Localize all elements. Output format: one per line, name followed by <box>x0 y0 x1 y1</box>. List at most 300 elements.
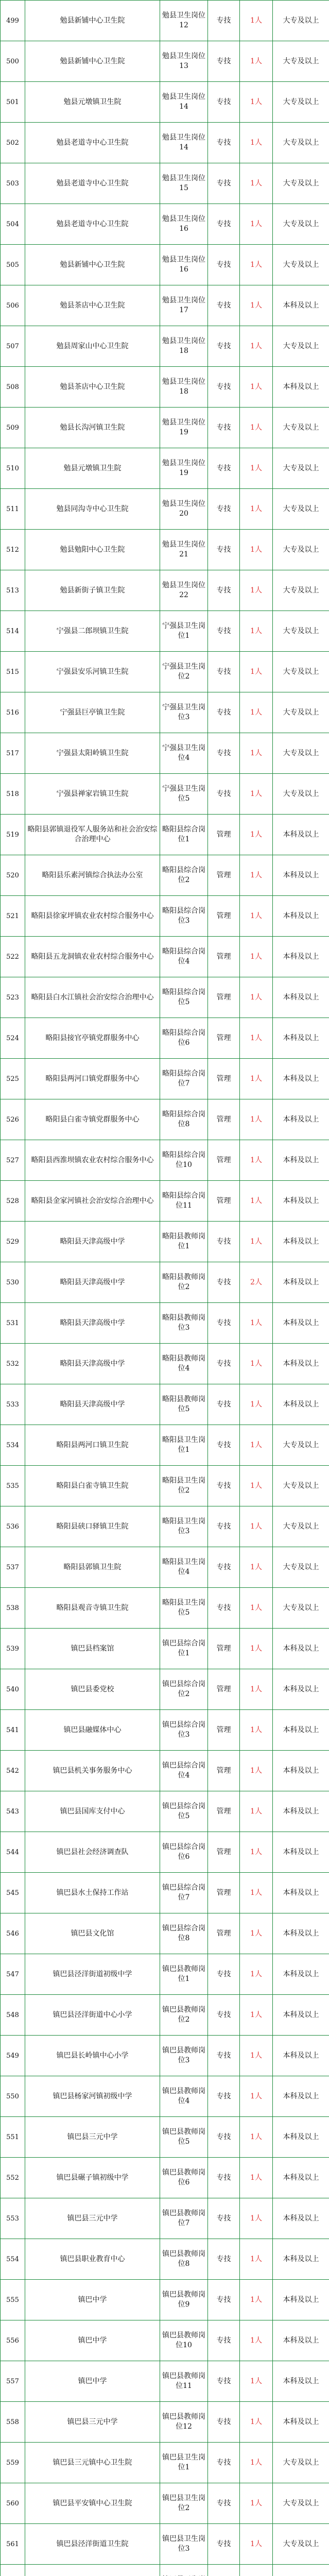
position-category: 专技 <box>208 2443 240 2483</box>
table-row <box>1 123 329 163</box>
hiring-count: 1人 <box>240 489 273 530</box>
hiring-count: 1人 <box>240 2361 273 2402</box>
position-code: 勉县卫生岗位22 <box>160 570 208 611</box>
position-category: 管理 <box>208 937 240 977</box>
position-category: 管理 <box>208 1018 240 1059</box>
position-code: 镇巴县教师岗位1 <box>160 1954 208 1995</box>
position-code: 镇巴县教师岗位10 <box>160 2320 208 2361</box>
hiring-count: 1人 <box>240 1791 273 1832</box>
education-requirement: 大专及以上 <box>273 733 329 774</box>
position-category: 管理 <box>208 1913 240 1954</box>
position-category: 专技 <box>208 326 240 367</box>
position-code: 镇巴县综合岗位7 <box>160 1873 208 1913</box>
row-number: 529 <box>1 1222 25 1262</box>
table-row <box>1 1181 329 1222</box>
position-code: 勉县卫生岗位18 <box>160 326 208 367</box>
position-code: 勉县卫生岗位18 <box>160 367 208 408</box>
row-number: 523 <box>1 977 25 1018</box>
table-row <box>1 1873 329 1913</box>
table-row <box>1 937 329 977</box>
row-number: 528 <box>1 1181 25 1222</box>
education-requirement: 大专及以上 <box>273 245 329 285</box>
table-row <box>1 977 329 1018</box>
hiring-count: 1人 <box>240 245 273 285</box>
table-row <box>1 2239 329 2280</box>
row-number: 533 <box>1 1384 25 1425</box>
row-number: 554 <box>1 2239 25 2280</box>
position-category: 专技 <box>208 408 240 448</box>
employer-name: 勉县新街子镇卫生院 <box>25 570 160 611</box>
row-number: 526 <box>1 1099 25 1140</box>
row-number: 543 <box>1 1791 25 1832</box>
education-requirement: 本科及以上 <box>273 937 329 977</box>
hiring-count: 1人 <box>240 1547 273 1588</box>
education-requirement: 大专及以上 <box>273 530 329 570</box>
hiring-count: 1人 <box>240 1913 273 1954</box>
employer-name: 略阳县乐素河镇综合执法办公室 <box>25 855 160 896</box>
position-category: 管理 <box>208 1099 240 1140</box>
table-row <box>1 2402 329 2443</box>
row-number: 537 <box>1 1547 25 1588</box>
position-category: 专技 <box>208 1262 240 1303</box>
row-number: 560 <box>1 2483 25 2524</box>
table-row <box>1 611 329 652</box>
position-category: 专技 <box>208 652 240 692</box>
education-requirement: 本科及以上 <box>273 1303 329 1344</box>
row-number: 500 <box>1 41 25 82</box>
table-row <box>1 1425 329 1466</box>
employer-name: 勉县长沟河镇卫生院 <box>25 408 160 448</box>
position-code: 勉县卫生岗位17 <box>160 285 208 326</box>
employer-name: 镇巴县三元中学 <box>25 2198 160 2239</box>
education-requirement: 大专及以上 <box>273 448 329 489</box>
position-category: 管理 <box>208 1059 240 1099</box>
row-number: 512 <box>1 530 25 570</box>
position-code: 略阳县教师岗位2 <box>160 1262 208 1303</box>
hiring-count: 1人 <box>240 1588 273 1629</box>
hiring-count: 1人 <box>240 2483 273 2524</box>
education-requirement: 本科及以上 <box>273 1791 329 1832</box>
hiring-count: 1人 <box>240 774 273 815</box>
row-number: 511 <box>1 489 25 530</box>
employer-name: 镇巴县平安镇中心卫生院 <box>25 2483 160 2524</box>
education-requirement: 大专及以上 <box>273 2483 329 2524</box>
employer-name: 略阳县郭镇卫生院 <box>25 1547 160 1588</box>
row-number: 514 <box>1 611 25 652</box>
position-code: 勉县卫生岗位13 <box>160 41 208 82</box>
table-row <box>1 367 329 408</box>
education-requirement: 大专及以上 <box>273 652 329 692</box>
table-row <box>1 1995 329 2036</box>
row-number: 555 <box>1 2280 25 2320</box>
employer-name: 略阳县两河口镇党群服务中心 <box>25 1059 160 1099</box>
table-row <box>1 1344 329 1384</box>
employer-name: 镇巴县国库支付中心 <box>25 1791 160 1832</box>
employer-name: 镇巴县三元中学 <box>25 2402 160 2443</box>
position-category: 专技 <box>208 285 240 326</box>
employer-name: 镇巴中学 <box>25 2361 160 2402</box>
employer-name: 勉县茶店中心卫生院 <box>25 285 160 326</box>
education-requirement: 本科及以上 <box>273 1669 329 1710</box>
education-requirement: 本科及以上 <box>273 2361 329 2402</box>
position-code: 略阳县卫生岗位4 <box>160 1547 208 1588</box>
education-requirement: 大专及以上 <box>273 611 329 652</box>
position-code: 镇巴县综合岗位5 <box>160 1791 208 1832</box>
hiring-count: 1人 <box>240 1099 273 1140</box>
row-number: 558 <box>1 2402 25 2443</box>
row-number: 522 <box>1 937 25 977</box>
position-code: 略阳县综合岗位6 <box>160 1018 208 1059</box>
employer-name: 宁强县安乐河镇卫生院 <box>25 652 160 692</box>
employer-name: 镇巴县碾子镇初级中学 <box>25 2158 160 2198</box>
hiring-count: 1人 <box>240 1059 273 1099</box>
education-requirement: 本科及以上 <box>273 1222 329 1262</box>
position-category: 专技 <box>208 1425 240 1466</box>
employer-name: 略阳县西淮坝镇农业农村综合服务中心 <box>25 1140 160 1181</box>
position-code: 镇巴县卫生岗位1 <box>160 2443 208 2483</box>
position-code: 略阳县卫生岗位2 <box>160 1466 208 1506</box>
hiring-count: 1人 <box>240 2443 273 2483</box>
hiring-count: 1人 <box>240 82 273 123</box>
table-row <box>1 1222 329 1262</box>
table-row <box>1 1791 329 1832</box>
employer-name: 镇巴县杨家河镇初级中学 <box>25 2076 160 2117</box>
education-requirement: 大专及以上 <box>273 1588 329 1629</box>
row-number: 508 <box>1 367 25 408</box>
table-row <box>1 1466 329 1506</box>
employer-name: 略阳县天津高级中学 <box>25 1344 160 1384</box>
position-category: 管理 <box>208 896 240 937</box>
position-code: 勉县卫生岗位14 <box>160 123 208 163</box>
hiring-count: 1人 <box>240 611 273 652</box>
row-number: 546 <box>1 1913 25 1954</box>
employer-name: 镇巴县融媒体中心 <box>25 1710 160 1751</box>
position-code: 勉县卫生岗位12 <box>160 1 208 41</box>
hiring-count: 1人 <box>240 937 273 977</box>
position-category: 专技 <box>208 692 240 733</box>
hiring-count: 1人 <box>240 367 273 408</box>
employer-name: 镇巴县水土保持工作站 <box>25 1873 160 1913</box>
table-row <box>1 2483 329 2524</box>
table-row <box>1 1384 329 1425</box>
education-requirement: 大专及以上 <box>273 41 329 82</box>
education-requirement: 本科及以上 <box>273 2198 329 2239</box>
education-requirement: 本科及以上 <box>273 2402 329 2443</box>
row-number: 556 <box>1 2320 25 2361</box>
employer-name: 略阳县两河口镇卫生院 <box>25 1425 160 1466</box>
hiring-count: 1人 <box>240 41 273 82</box>
employer-name: 略阳县白雀寺镇党群服务中心 <box>25 1099 160 1140</box>
position-category: 专技 <box>208 2198 240 2239</box>
table-row <box>1 1751 329 1791</box>
row-number: 503 <box>1 163 25 204</box>
position-code: 镇巴县教师岗位12 <box>160 2402 208 2443</box>
position-category: 管理 <box>208 1873 240 1913</box>
education-requirement: 本科及以上 <box>273 285 329 326</box>
table-row <box>1 530 329 570</box>
row-number: 559 <box>1 2443 25 2483</box>
row-number: 517 <box>1 733 25 774</box>
row-number: 534 <box>1 1425 25 1466</box>
row-number: 507 <box>1 326 25 367</box>
position-category: 专技 <box>208 2402 240 2443</box>
position-code: 勉县卫生岗位19 <box>160 448 208 489</box>
table-row <box>1 1710 329 1751</box>
table-row <box>1 2524 329 2565</box>
position-category: 专技 <box>208 2158 240 2198</box>
row-number: 535 <box>1 1466 25 1506</box>
table-row <box>1 1629 329 1669</box>
table-row <box>1 896 329 937</box>
position-code: 略阳县教师岗位4 <box>160 1344 208 1384</box>
position-category: 专技 <box>208 123 240 163</box>
position-category: 管理 <box>208 1751 240 1791</box>
table-row <box>1 652 329 692</box>
position-category: 专技 <box>208 204 240 245</box>
position-code: 镇巴县综合岗位1 <box>160 1629 208 1669</box>
employer-name: 勉县老道寺中心卫生院 <box>25 123 160 163</box>
row-number: 545 <box>1 1873 25 1913</box>
position-category: 专技 <box>208 1384 240 1425</box>
hiring-count: 1人 <box>240 1222 273 1262</box>
education-requirement: 本科及以上 <box>273 2320 329 2361</box>
position-code: 勉县卫生岗位15 <box>160 163 208 204</box>
hiring-count: 1人 <box>240 1751 273 1791</box>
position-category: 专技 <box>208 41 240 82</box>
education-requirement: 本科及以上 <box>273 977 329 1018</box>
position-code: 镇巴县教师岗位2 <box>160 1995 208 2036</box>
education-requirement: 本科及以上 <box>273 367 329 408</box>
employer-name: 镇巴县文化馆 <box>25 1913 160 1954</box>
education-requirement: 大专及以上 <box>273 692 329 733</box>
employer-name: 略阳县天津高级中学 <box>25 1222 160 1262</box>
table-row <box>1 41 329 82</box>
employer-name: 镇巴县社会经济调查队 <box>25 1832 160 1873</box>
table-row <box>1 1059 329 1099</box>
employer-name: 略阳县金家河镇社会治安综合治理中心 <box>25 1181 160 1222</box>
table-row <box>1 815 329 855</box>
table-row <box>1 448 329 489</box>
position-code: 镇巴县教师岗位4 <box>160 2076 208 2117</box>
table-row <box>1 2158 329 2198</box>
position-category: 专技 <box>208 1303 240 1344</box>
employer-name: 镇巴县泾洋街道中心小学 <box>25 1995 160 2036</box>
employer-name: 略阳县白雀寺镇卫生院 <box>25 1466 160 1506</box>
position-code: 略阳县卫生岗位5 <box>160 1588 208 1629</box>
table-row <box>1 408 329 448</box>
hiring-count: 1人 <box>240 896 273 937</box>
position-code: 镇巴县综合岗位3 <box>160 1710 208 1751</box>
employer-name: 宁强县太阳岭镇卫生院 <box>25 733 160 774</box>
education-requirement: 本科及以上 <box>273 1873 329 1913</box>
employer-name: 镇巴县三元镇中心卫生院 <box>25 2443 160 2483</box>
row-number: 518 <box>1 774 25 815</box>
hiring-count: 1人 <box>240 2402 273 2443</box>
education-requirement: 本科及以上 <box>273 1954 329 1995</box>
education-requirement: 本科及以上 <box>273 1629 329 1669</box>
row-number: 501 <box>1 82 25 123</box>
education-requirement: 大专及以上 <box>273 123 329 163</box>
position-category <box>208 2565 240 2576</box>
position-category: 专技 <box>208 733 240 774</box>
hiring-count: 1人 <box>240 2524 273 2565</box>
education-requirement: 本科及以上 <box>273 1913 329 1954</box>
employer-name: 宁强县禅家岩镇卫生院 <box>25 774 160 815</box>
hiring-count: 1人 <box>240 1995 273 2036</box>
position-code: 略阳县综合岗位11 <box>160 1181 208 1222</box>
employer-name: 略阳县徐家坪镇农业农村综合服务中心 <box>25 896 160 937</box>
hiring-count: 1人 <box>240 570 273 611</box>
education-requirement: 本科及以上 <box>273 815 329 855</box>
row-number: 552 <box>1 2158 25 2198</box>
position-code: 略阳县综合岗位2 <box>160 855 208 896</box>
position-code: 略阳县综合岗位5 <box>160 977 208 1018</box>
position-category: 管理 <box>208 815 240 855</box>
position-category: 专技 <box>208 367 240 408</box>
employer-name: 略阳县五龙洞镇农业农村综合服务中心 <box>25 937 160 977</box>
education-requirement: 大专及以上 <box>273 2443 329 2483</box>
position-category: 专技 <box>208 245 240 285</box>
row-number: 532 <box>1 1344 25 1384</box>
row-number: 538 <box>1 1588 25 1629</box>
education-requirement: 大专及以上 <box>273 570 329 611</box>
table-row <box>1 1140 329 1181</box>
position-code: 勉县卫生岗位21 <box>160 530 208 570</box>
position-code: 镇巴县教师岗位9 <box>160 2280 208 2320</box>
hiring-count: 2人 <box>240 1262 273 1303</box>
position-category: 管理 <box>208 1629 240 1669</box>
position-category: 专技 <box>208 489 240 530</box>
table-row <box>1 1506 329 1547</box>
position-category: 专技 <box>208 2239 240 2280</box>
employer-name: 勉县新铺中心卫生院 <box>25 1 160 41</box>
education-requirement <box>273 2565 329 2576</box>
employer-name: 镇巴县档案馆 <box>25 1629 160 1669</box>
row-number: 539 <box>1 1629 25 1669</box>
position-code: 镇巴县综合岗位8 <box>160 1913 208 1954</box>
position-code: 略阳县综合岗位3 <box>160 896 208 937</box>
table-row <box>1 1913 329 1954</box>
employer-name: 镇巴中学 <box>25 2280 160 2320</box>
position-category: 专技 <box>208 611 240 652</box>
hiring-count: 1人 <box>240 408 273 448</box>
position-category: 管理 <box>208 1710 240 1751</box>
position-category: 专技 <box>208 1995 240 2036</box>
hiring-count: 1人 <box>240 1425 273 1466</box>
education-requirement: 大专及以上 <box>273 774 329 815</box>
position-category: 专技 <box>208 1547 240 1588</box>
position-code: 宁强县卫生岗位5 <box>160 774 208 815</box>
hiring-count: 1人 <box>240 652 273 692</box>
hiring-count: 1人 <box>240 1873 273 1913</box>
position-category: 专技 <box>208 570 240 611</box>
hiring-count: 1人 <box>240 2117 273 2158</box>
employer-name <box>25 2565 160 2576</box>
position-category: 专技 <box>208 774 240 815</box>
hiring-count: 1人 <box>240 448 273 489</box>
table-row <box>1 82 329 123</box>
position-code: 镇巴县卫生岗位2 <box>160 2483 208 2524</box>
position-code: 略阳县综合岗位10 <box>160 1140 208 1181</box>
position-category: 专技 <box>208 1588 240 1629</box>
table-row <box>1 1588 329 1629</box>
position-category: 管理 <box>208 1181 240 1222</box>
education-requirement: 本科及以上 <box>273 2117 329 2158</box>
table-body <box>1 1 329 2576</box>
education-requirement: 大专及以上 <box>273 326 329 367</box>
table-row <box>1 1832 329 1873</box>
education-requirement: 本科及以上 <box>273 1099 329 1140</box>
table-row <box>1 570 329 611</box>
hiring-count: 1人 <box>240 1629 273 1669</box>
hiring-count: 1人 <box>240 1344 273 1384</box>
hiring-count: 1人 <box>240 530 273 570</box>
hiring-count: 1人 <box>240 2280 273 2320</box>
position-code: 勉县卫生岗位16 <box>160 204 208 245</box>
hiring-count: 1人 <box>240 204 273 245</box>
row-number: 542 <box>1 1751 25 1791</box>
table-row <box>1 2320 329 2361</box>
table-row <box>1 1099 329 1140</box>
position-code <box>160 2565 208 2576</box>
position-code: 略阳县教师岗位5 <box>160 1384 208 1425</box>
table-row <box>1 204 329 245</box>
education-requirement: 本科及以上 <box>273 855 329 896</box>
position-category: 专技 <box>208 448 240 489</box>
education-requirement: 大专及以上 <box>273 1425 329 1466</box>
hiring-count: 1人 <box>240 2076 273 2117</box>
employer-name: 勉县新铺中心卫生院 <box>25 41 160 82</box>
row-number: 499 <box>1 1 25 41</box>
employer-name: 宁强县巨亭镇卫生院 <box>25 692 160 733</box>
employer-name: 勉县同沟寺中心卫生院 <box>25 489 160 530</box>
row-number: 527 <box>1 1140 25 1181</box>
education-requirement: 大专及以上 <box>273 204 329 245</box>
table-row <box>1 326 329 367</box>
row-number: 557 <box>1 2361 25 2402</box>
education-requirement: 本科及以上 <box>273 2239 329 2280</box>
position-code: 镇巴县教师岗位6 <box>160 2158 208 2198</box>
row-number: 524 <box>1 1018 25 1059</box>
hiring-count: 1人 <box>240 855 273 896</box>
row-number: 519 <box>1 815 25 855</box>
education-requirement: 本科及以上 <box>273 1384 329 1425</box>
hiring-count: 1人 <box>240 1466 273 1506</box>
row-number: 541 <box>1 1710 25 1751</box>
education-requirement: 大专及以上 <box>273 408 329 448</box>
employer-name: 略阳县天津高级中学 <box>25 1262 160 1303</box>
position-category: 管理 <box>208 1791 240 1832</box>
hiring-count <box>240 2565 273 2576</box>
employer-name: 勉县周家山中心卫生院 <box>25 326 160 367</box>
position-category: 专技 <box>208 2076 240 2117</box>
position-code: 镇巴县教师岗位8 <box>160 2239 208 2280</box>
hiring-count: 1人 <box>240 2198 273 2239</box>
position-code: 略阳县卫生岗位1 <box>160 1425 208 1466</box>
table-row <box>1 1262 329 1303</box>
education-requirement: 本科及以上 <box>273 2036 329 2076</box>
position-category: 专技 <box>208 1506 240 1547</box>
education-requirement: 本科及以上 <box>273 1181 329 1222</box>
row-number: 520 <box>1 855 25 896</box>
position-code: 略阳县教师岗位3 <box>160 1303 208 1344</box>
education-requirement: 本科及以上 <box>273 1751 329 1791</box>
table-row <box>1 1303 329 1344</box>
hiring-count: 1人 <box>240 123 273 163</box>
table-row <box>1 2117 329 2158</box>
position-code: 宁强县卫生岗位3 <box>160 692 208 733</box>
position-code: 勉县卫生岗位19 <box>160 408 208 448</box>
